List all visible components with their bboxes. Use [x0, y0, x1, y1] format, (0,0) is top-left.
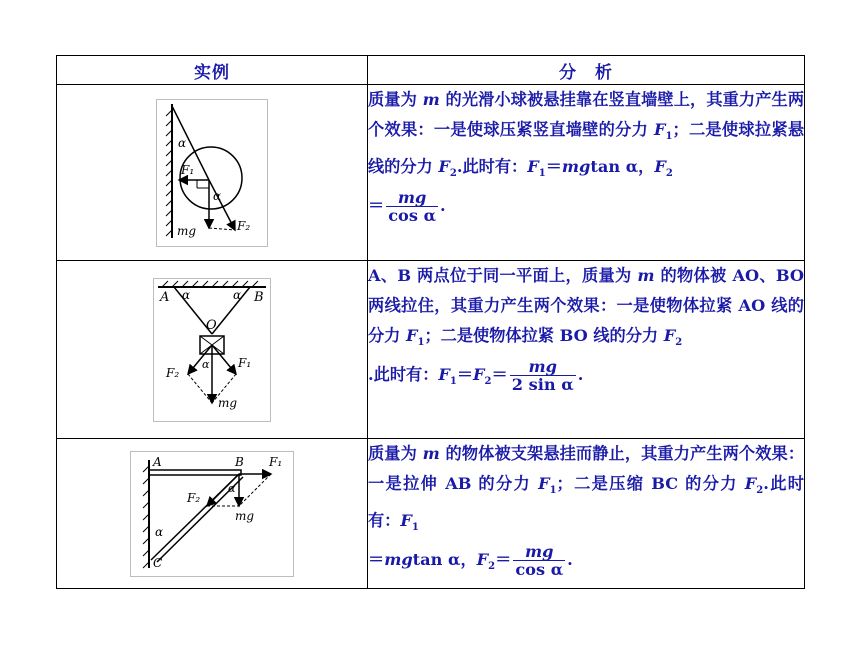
analysis-cell	[368, 85, 805, 261]
subscript: 2	[665, 168, 673, 180]
point-a-label: A	[160, 289, 170, 305]
subscript: 1	[449, 376, 457, 388]
subscript: 1	[417, 337, 425, 349]
subscript: 2	[675, 337, 683, 349]
text: .此时有：	[368, 474, 804, 531]
var-mg: mg	[561, 157, 591, 177]
text: tan α，	[412, 550, 477, 570]
figure-cell	[57, 439, 368, 589]
f1-label: F₁	[238, 355, 252, 370]
alpha-label: α	[182, 287, 191, 302]
var-f: F	[527, 157, 539, 177]
var-m: m	[637, 266, 655, 285]
var-m: m	[422, 444, 440, 463]
f2-label: F₂	[166, 365, 180, 380]
text: ；二是使球拉紧悬线的分力	[368, 120, 805, 177]
fraction	[386, 189, 438, 224]
subscript: 1	[538, 168, 546, 180]
alpha-label: α	[178, 135, 187, 150]
text: ＝	[545, 157, 562, 177]
f1-label: F₁	[269, 454, 283, 469]
text: 的光滑小球被悬挂靠在竖直墙壁上，其重力产生两个效果：一是使球压紧竖直墙壁的分力	[368, 90, 805, 139]
var-f: F	[438, 157, 450, 177]
subscript: 1	[549, 485, 557, 497]
text: .	[440, 196, 446, 216]
point-a-label: A	[153, 454, 162, 469]
fraction	[513, 543, 565, 578]
text: 质量为	[368, 444, 423, 463]
header-analysis: 分 析	[368, 56, 805, 85]
var-f: F	[438, 365, 450, 385]
analysis-cell	[368, 261, 805, 439]
text: ＝	[368, 196, 385, 216]
subscript: 2	[449, 168, 457, 180]
var-f: F	[654, 120, 666, 139]
alpha-label: α	[155, 524, 164, 539]
text: .	[577, 365, 584, 385]
var-f: F	[476, 550, 489, 570]
table-row	[57, 439, 805, 589]
bracket-diagram	[130, 451, 294, 577]
text: A、B 两点位于同一平面上，质量为	[368, 266, 638, 285]
text: ＝	[368, 550, 385, 570]
f2-label: F₂	[237, 218, 251, 233]
header-example: 实例	[57, 56, 368, 85]
numerator: mg	[386, 189, 438, 207]
text: tan α，	[590, 157, 655, 177]
fraction	[510, 358, 576, 393]
text: 的物体被支架悬挂而静止，其重力产生两个效果：一是拉伸 AB 的分力	[368, 444, 805, 493]
text: ＝	[456, 365, 474, 385]
mg-label: mg	[218, 395, 238, 410]
ball-wall-diagram	[156, 99, 268, 247]
alpha-label: α	[233, 287, 242, 302]
alpha-label: α	[213, 188, 222, 203]
text: .	[567, 550, 573, 570]
text: ；二是使物体拉紧 BO 线的分力	[424, 326, 664, 345]
text: 质量为	[368, 90, 423, 109]
table-row	[57, 261, 805, 439]
text: .此时有：	[456, 157, 528, 177]
figure-cell	[57, 85, 368, 261]
subscript: 1	[665, 131, 673, 143]
denominator: cos α	[388, 206, 437, 226]
var-f: F	[406, 326, 418, 345]
f1-label: F₁	[181, 162, 195, 177]
two-string-diagram	[153, 278, 271, 422]
text: ；二是压缩 BC 的分力	[556, 474, 745, 493]
f2-label: F₂	[187, 490, 201, 505]
alpha-label: α	[202, 357, 210, 371]
var-f: F	[654, 157, 666, 177]
var-f: F	[663, 326, 676, 345]
point-o-label: O	[206, 317, 217, 333]
var-f: F	[400, 511, 412, 531]
point-c-label: C	[153, 555, 163, 570]
text: ＝	[495, 550, 512, 570]
var-f: F	[538, 474, 550, 493]
text: 的物体被 AO、BO 两线拉住，其重力产生两个效果：一是使物体拉紧 AO 线的分力	[368, 266, 804, 345]
mg-label: mg	[235, 508, 255, 523]
analysis-table	[56, 55, 805, 589]
mg-label: mg	[177, 223, 197, 238]
numerator: mg	[513, 543, 565, 561]
table-row	[57, 85, 805, 261]
alpha-label: α	[228, 481, 236, 495]
text: ＝	[491, 365, 508, 385]
text: .此时有：	[368, 365, 439, 385]
var-f: F	[744, 474, 757, 493]
denominator: cos α	[515, 560, 564, 580]
subscript: 1	[411, 522, 419, 534]
var-f: F	[473, 365, 485, 385]
subscript: 2	[488, 561, 496, 573]
var-mg: mg	[384, 550, 413, 570]
numerator: mg	[510, 358, 576, 376]
figure-cell	[57, 261, 368, 439]
point-b-label: B	[235, 454, 244, 469]
point-b-label: B	[254, 289, 264, 305]
var-m: m	[422, 90, 440, 109]
denominator: 2 sin α	[511, 375, 574, 395]
subscript: 2	[756, 485, 764, 497]
subscript: 2	[484, 376, 492, 388]
analysis-cell	[368, 439, 805, 589]
